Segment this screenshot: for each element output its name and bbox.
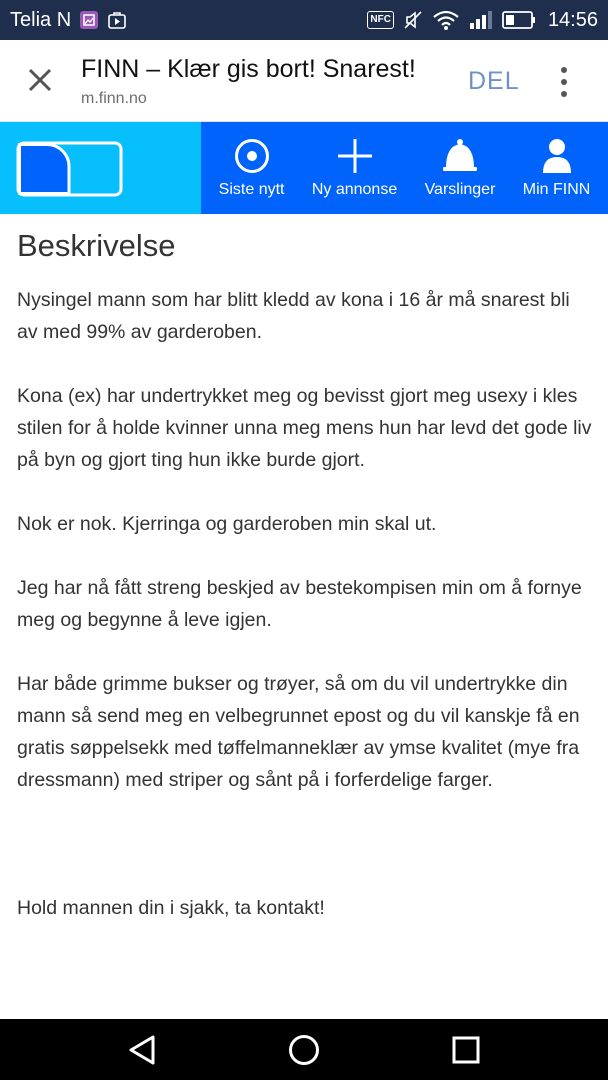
gallery-notification-icon	[79, 10, 99, 30]
back-button[interactable]	[122, 1030, 162, 1070]
share-button[interactable]: DEL	[468, 67, 520, 95]
signal-icon	[468, 9, 494, 31]
ad-description	[17, 228, 595, 924]
browser-top-bar	[0, 40, 608, 122]
menu-dot-icon	[561, 91, 567, 97]
menu-dot-icon	[561, 67, 567, 73]
nav-label: Siste nytt	[218, 181, 285, 198]
section-heading: Beskrivelse	[17, 228, 176, 263]
bell-icon	[443, 137, 477, 175]
home-button[interactable]	[284, 1030, 324, 1070]
menu-dot-icon	[561, 79, 567, 85]
carrier-name: Telia N	[10, 8, 72, 31]
description-paragraph: Jeg har nå fått streng beskjed av bestekompisen min om å fornye meg og begynne å leve igjen.	[17, 577, 582, 631]
battery-icon	[502, 10, 536, 30]
status-left	[10, 9, 127, 32]
nav-varslinger[interactable]	[425, 122, 496, 214]
recents-button[interactable]	[446, 1030, 486, 1070]
recents-square-icon	[452, 1036, 480, 1064]
description-paragraph: Nysingel mann som har blitt kledd av kona i 16 år må snarest bli av med 99% av garderoben.	[17, 289, 570, 343]
status-bar	[0, 0, 608, 40]
play-store-icon	[107, 10, 127, 30]
nav-ny-annonse[interactable]	[312, 122, 397, 214]
page-title: FINN – Klær gis bort! Snarest!	[81, 55, 416, 83]
status-right	[367, 9, 598, 32]
description-paragraph: Kona (ex) har undertrykket meg og bevisst gjort meg usexy i kles stilen for å holde kvinner unna meg mens hun har levd det gode liv på byn og gjort ting hun ikke burde gjort.	[17, 385, 592, 471]
description-paragraph: Nok er nok. Kjerringa og garderoben min skal ut.	[17, 513, 437, 535]
page-url: m.finn.no	[81, 90, 147, 107]
nav-min-finn[interactable]	[523, 122, 591, 214]
finn-logo-link[interactable]	[0, 122, 201, 214]
nav-label: Min FINN	[522, 181, 591, 198]
overflow-menu-button[interactable]	[553, 64, 575, 100]
home-circle-icon	[288, 1034, 320, 1066]
close-button[interactable]	[22, 62, 58, 98]
nav-label: Ny annonse	[311, 181, 398, 198]
description-paragraph: Hold mannen din i sjakk, ta kontakt!	[17, 897, 325, 919]
nav-siste-nytt[interactable]	[219, 122, 285, 214]
nfc-icon: NFC	[367, 11, 394, 29]
finn-navigation	[0, 122, 608, 214]
wifi-icon	[432, 9, 460, 31]
clock: 14:56	[547, 8, 598, 31]
nav-label: Varslinger	[424, 181, 496, 198]
description-paragraph: Har både grimme bukser og trøyer, så om du vil undertrykke din mann så send meg en velbegrunnet epost og du vil kanskje få en gratis søppelsekk med tøffelmanneklær av ymse kvalitet (mye fra dressmann) med striper og sånt på i forferdelige farger.	[17, 673, 580, 791]
finn-nav-items	[201, 122, 608, 214]
close-icon	[27, 67, 53, 93]
back-triangle-icon	[127, 1034, 157, 1066]
plus-icon	[336, 137, 374, 175]
system-navigation-bar	[0, 1019, 608, 1080]
person-icon	[542, 137, 572, 175]
finn-logo-icon	[0, 122, 201, 214]
target-icon	[234, 137, 270, 175]
mute-icon	[402, 9, 424, 31]
